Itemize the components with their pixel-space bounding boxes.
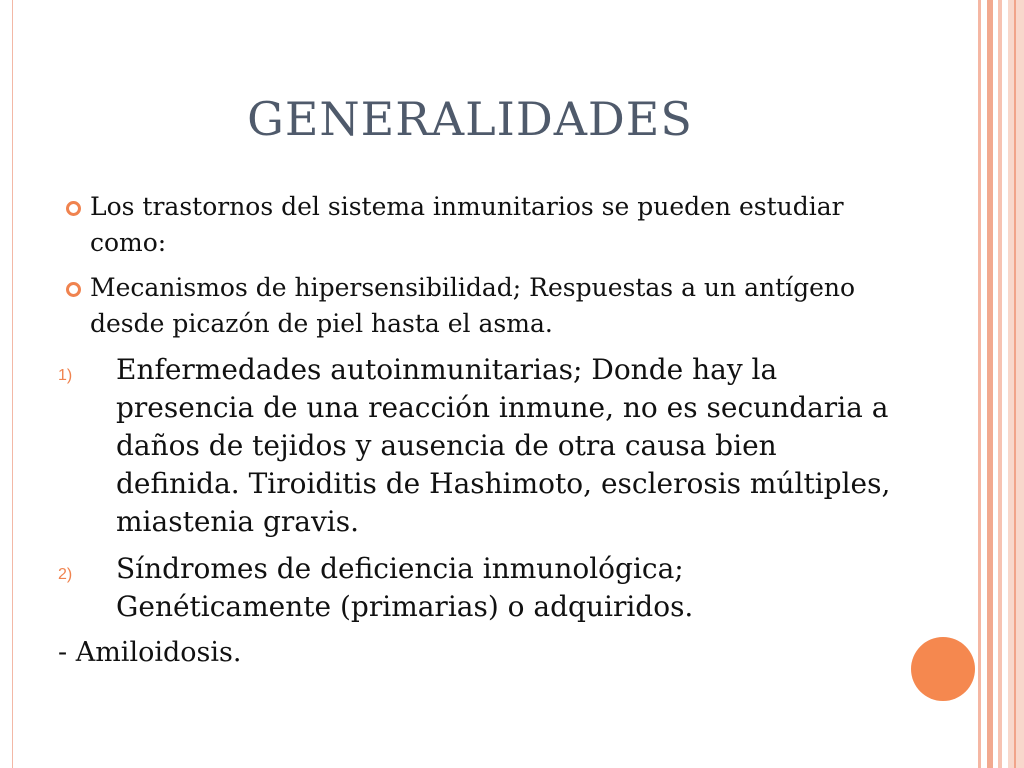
right-rail-stripe xyxy=(987,0,993,768)
numbered-text: Síndromes de deficiencia inmunológica; Genéticamente (primarias) o adquiridos. xyxy=(116,552,694,623)
numbered-text: Enfermedades autoinmunitarias; Donde hay la presencia de una reacción inmune, no es secundaria a daños de tejidos y ausencia de otra causa bien definida. Tiroiditis de Hashimoto, esclerosis múltiples, miastenia gravis. xyxy=(116,353,891,538)
list-number: 2) xyxy=(58,566,73,583)
right-rail-stripe xyxy=(998,0,1002,768)
slide-title: GENERALIDADES xyxy=(247,92,693,146)
numbered-item xyxy=(58,550,898,626)
right-rail-stripe xyxy=(978,0,981,768)
slide-content xyxy=(58,189,898,671)
orange-circle-decoration xyxy=(911,637,975,701)
bullet-text: Mecanismos de hipersensibilidad; Respuestas a un antígeno desde picazón de piel hasta el asma. xyxy=(90,273,856,338)
orange-ring-bullet-icon xyxy=(66,201,81,216)
bullet-text: Los trastornos del sistema inmunitarios se pueden estudiar como: xyxy=(90,192,844,257)
numbered-item xyxy=(58,351,898,541)
orange-ring-bullet-icon xyxy=(66,282,81,297)
list-number: 1) xyxy=(58,367,73,384)
right-rail-stripe xyxy=(1014,0,1016,768)
closing-line: - Amiloidosis. xyxy=(58,637,242,668)
bullet-item xyxy=(58,189,898,261)
right-rail-stripe xyxy=(1008,0,1024,768)
bullet-item xyxy=(58,270,898,342)
